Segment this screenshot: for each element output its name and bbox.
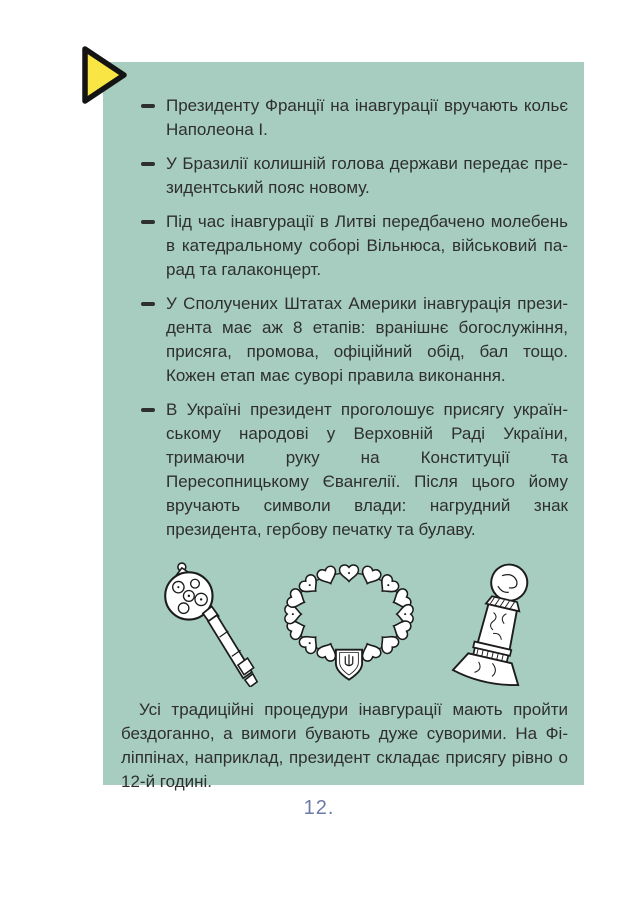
mace-illustration [145,560,259,687]
content-panel [103,62,584,791]
list-item [141,292,568,388]
yellow-triangle-marker-icon [81,44,131,106]
page-number: 12. [303,797,335,819]
list-item [141,210,568,282]
list-item [141,94,568,142]
bullet-text: В Україні президент проголошує присягу українському народові у Верховній Раді України, тримаючи руку на Конституції та Пересопницькому Євангелії. Після цього йому вручають символи влади: нагрудний знак президента, гербову печатку та булаву. [166,400,568,539]
bullet-dash-icon [141,104,155,108]
bullet-text: Президенту Франції на інавгурації вручають кольє Наполеона І. [166,96,568,139]
list-item [141,152,568,200]
bullet-dash-icon [141,162,155,166]
bullet-dash-icon [141,220,155,224]
symbols-of-power-row [121,552,568,690]
bullet-text: У Сполучених Штатах Америки інавгурація президента має аж 8 етапів: вранішнє богослужіння, присяга, промова, офіційний обід, бал тощо. Кожен етап має суворі правила виконання. [166,294,568,385]
bullet-text: У Бразилії колишній голова держави передає президентський пояс новому. [166,154,568,197]
bullet-dash-icon [141,408,155,412]
collar-illustration [274,558,424,689]
bullet-text: Під час інавгурації в Литві передбачено молебень в катедральному соборі Вільнюса, військовий парад та галаконцерт. [166,212,568,279]
list-item [141,398,568,542]
seal-illustration [438,560,550,687]
closing-paragraph: Усі традиційні процедури інавгурації мають пройти бездоганно, а вимоги бувають дуже суворими. На Філіппінах, наприклад, президент складає присягу рівно о 12-й годині. [121,700,568,791]
inauguration-facts-list [121,94,568,542]
bullet-dash-icon [141,302,155,306]
